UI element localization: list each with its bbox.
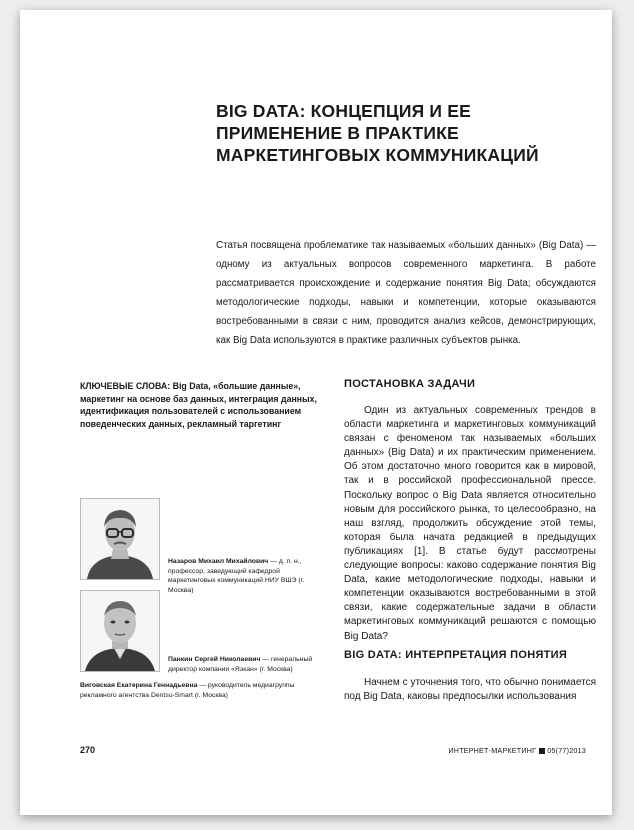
article-abstract: Статья посвящена проблематике так называемых «больших данных» (Big Data) — одному из актуальных вопросов современного маркетинга. В работе рассматривается происхождение и содержание понятия Big Data; обсуждаются методологические подходы, навыки и компетенции, которые оказываются востребованными в связи с ним, проводится анализ кейсов, демонстрирующих, как Big Data используются в практике различных субъектов рынка. — [216, 240, 596, 346]
journal-page — [20, 10, 612, 815]
article-title: BIG DATA: КОНЦЕПЦИЯ И ЕЕ ПРИМЕНЕНИЕ В ПРАКТИКЕ МАРКЕТИНГОВЫХ КОММУНИКАЦИЙ — [216, 101, 539, 165]
author-name: Панкин Сергей Николаевич — [168, 656, 261, 663]
author-nazarov — [168, 557, 328, 595]
author-photo-pankin — [80, 590, 160, 672]
section-text: Начнем с уточнения того, что обычно понимается под Big Data, каковы предпосылки использования — [344, 677, 596, 703]
running-footer — [448, 746, 586, 755]
page-number: 270 — [80, 745, 96, 755]
author-name: Виговская Екатерина Геннадьевна — [80, 682, 198, 689]
keywords: КЛЮЧЕВЫЕ СЛОВА: Big Data, «большие данные», маркетинг на основе баз данных, интеграция данных, идентификация пользователей с использованием поведенческих данных, рекламный таргетинг — [80, 381, 317, 429]
issue-number: 05(77)2013 — [547, 746, 586, 755]
author-photo-nazarov — [80, 498, 160, 580]
journal-name: ИНТЕРНЕТ-МАРКЕТИНГ — [448, 746, 537, 755]
author-info: — генеральный директор компании «Яэкан» (г. Москва) — [168, 656, 313, 673]
author-vigovskaya — [80, 681, 330, 700]
author-info: — д. п. н., профессор, заведующий кафедрой маркетинговых коммуникаций НИУ ВШЭ (г. Москва) — [168, 558, 305, 594]
section-text: Один из актуальных современных трендов в области маркетинга и маркетинговых коммуникаций связан с феноменом так называемых «больших данных» (Big Data) и их практическим применением. Об этом достаточно много говорится как в мировой, так и в российской профессиональной прессе. Поскольку вопрос о Big Data является относительно новым для российского рынка, то целесообразно, на наш взгляд, продолжить обсуждение этой темы, которая была начата редакцией в предыдущих публикациях [1]. В статье будут рассмотрены следующие вопросы: каково содержание понятия Big Data, какие методологические подходы, навыки и компетенции оказываются востребованными в этой связи, какие содержательные задачи в области маркетинговых коммуникаций решаются с помощью Big Data? — [344, 405, 596, 642]
section-heading: ПОСТАНОВКА ЗАДАЧИ — [344, 378, 476, 390]
author-info: — руководитель медиагруппы рекламного агентства Dentsu-Smart (г. Москва) — [80, 682, 295, 699]
author-pankin — [168, 655, 328, 674]
section-heading: BIG DATA: ИНТЕРПРЕТАЦИЯ ПОНЯТИЯ — [344, 649, 568, 661]
author-name: Назаров Михаил Михайлович — [168, 558, 269, 565]
square-icon — [539, 748, 545, 754]
